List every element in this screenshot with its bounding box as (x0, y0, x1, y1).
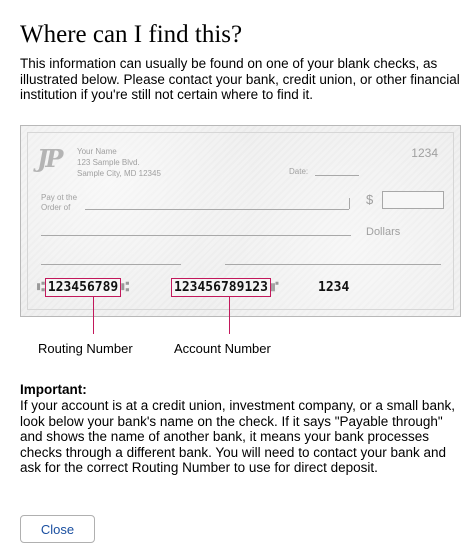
check-logo: JP (37, 144, 61, 173)
account-callout-line (229, 297, 230, 334)
account-number: 123456789123 (171, 278, 271, 297)
important-heading: Important: (20, 382, 87, 397)
onus-symbol: ⑈ (270, 280, 279, 295)
check-address-line-1: 123 Sample Blvd. (77, 158, 140, 167)
sample-check-image (20, 125, 461, 317)
page-title: Where can I find this? (20, 21, 243, 48)
check-payee-line (85, 209, 349, 210)
intro-text: This information can usually be found on one of your blank checks, as illustrated below. Please contact your bank, credit union, or other financial institution if you're still not certain where to find it. (20, 56, 460, 102)
micr-check-number: 1234 (318, 280, 350, 295)
routing-symbol-right: ⑆ (121, 280, 130, 295)
routing-callout-line (93, 297, 94, 334)
close-button[interactable]: Close (20, 515, 95, 543)
check-address-line-2: Sample City, MD 12345 (77, 169, 161, 178)
check-amount-words-line (41, 235, 351, 236)
routing-number: 123456789 (45, 278, 121, 297)
micr-account (171, 279, 279, 296)
check-date-label: Date: (289, 167, 309, 176)
check-memo-line (41, 264, 181, 265)
account-number-label: Account Number (174, 341, 271, 356)
micr-line (37, 279, 129, 296)
routing-symbol-left: ⑆ (37, 280, 45, 295)
important-text: If your account is at a credit union, investment company, or a small bank, look below your bank's name on the check. If it says "Payable through" and shows the name of another bank, it means your bank processes checks through a different bank. You will need to contact your bank and ask for the correct Routing Number to use for direct deposit. (20, 398, 455, 475)
check-number: 1234 (411, 146, 438, 160)
check-payee-tick (349, 198, 350, 209)
date-label-text: Date (289, 167, 306, 176)
check-date-line (315, 175, 359, 176)
pay-to-line-2: Order of (41, 203, 71, 212)
check-amount-box (382, 191, 444, 209)
check-signature-line (225, 264, 441, 265)
routing-number-label: Routing Number (38, 341, 133, 356)
check-account-holder (77, 146, 161, 179)
pay-to-line-1: Pay ot the (41, 193, 78, 202)
check-dollar-sign: $ (366, 192, 374, 207)
check-pay-to-label (41, 193, 77, 213)
check-name: Your Name (77, 147, 117, 156)
check-dollars-label: Dollars (366, 226, 401, 238)
